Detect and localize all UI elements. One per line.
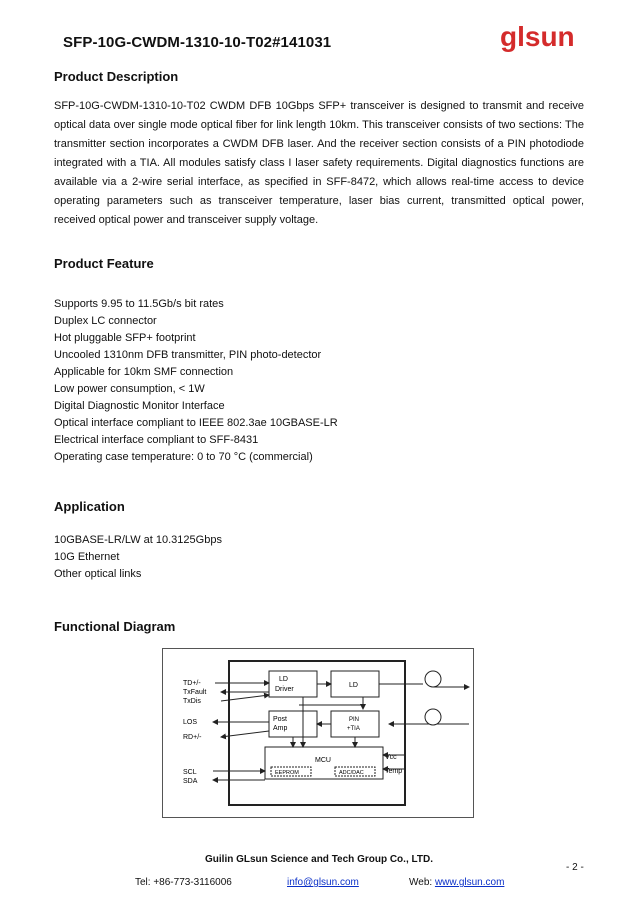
- list-item: Uncooled 1310nm DFB transmitter, PIN photo-detector: [54, 349, 322, 361]
- list-item: Supports 9.95 to 11.5Gb/s bit rates: [54, 298, 224, 310]
- pin-tia-block: [331, 711, 379, 737]
- list-item: Digital Diagnostic Monitor Interface: [54, 400, 225, 412]
- list-item: Other optical links: [54, 568, 142, 580]
- signal-rd: RD+/-: [183, 734, 202, 741]
- list-item: Operating case temperature: 0 to 70 °C (commercial): [54, 451, 313, 463]
- logo-text: glsun: [500, 22, 575, 52]
- post-amp-label-1: Post: [273, 716, 288, 723]
- adc-dac-label: ADC/DAC: [339, 770, 364, 776]
- list-item: Electrical interface compliant to SFF-8431: [54, 434, 259, 446]
- mcu-label: MCU: [315, 757, 331, 764]
- signal-sda: SDA: [183, 778, 198, 785]
- application-list: [54, 532, 222, 583]
- description-title: Product Description: [54, 69, 179, 84]
- list-item: Hot pluggable SFP+ footprint: [54, 332, 196, 344]
- post-amp-label-2: Amp: [273, 725, 288, 732]
- footer-web-link[interactable]: www.glsun.com: [434, 877, 505, 888]
- list-item: Low power consumption, < 1W: [54, 383, 205, 395]
- pin-tia-label-2: +TIA: [347, 726, 360, 732]
- ld-driver-label-1: LD: [279, 676, 288, 683]
- list-item: Applicable for 10km SMF connection: [54, 366, 234, 378]
- footer-web: [409, 877, 504, 888]
- tx-fiber-connector: [425, 671, 441, 687]
- footer-email-link[interactable]: info@glsun.com: [287, 877, 359, 888]
- signal-scl: SCL: [183, 769, 197, 776]
- ld-driver-label-2: Driver: [275, 686, 294, 693]
- list-item: Duplex LC connector: [54, 315, 157, 327]
- list-item: 10G Ethernet: [54, 551, 120, 563]
- functional-diagram: [162, 648, 474, 818]
- page-number: - 2 -: [566, 862, 584, 873]
- footer-tel: Tel: +86-773-3116006: [135, 877, 232, 888]
- pin-tia-label-1: PIN: [349, 717, 360, 723]
- signal-los: LOS: [183, 719, 198, 726]
- functional-diagram-svg: [163, 649, 473, 817]
- vcc-label: Vcc: [385, 754, 397, 761]
- ld-driver-block: [269, 671, 317, 697]
- ld-label: LD: [349, 682, 358, 689]
- signal-txdis: TxDis: [183, 698, 201, 705]
- eeprom-label: EEPROM: [275, 770, 299, 776]
- list-item: 10GBASE-LR/LW at 10.3125Gbps: [54, 534, 222, 546]
- signal-td: TD+/-: [183, 680, 201, 687]
- temp-label: Temp: [385, 768, 403, 775]
- footer-web-label: Web:: [409, 877, 435, 888]
- glsun-logo: [498, 22, 588, 52]
- footer-company: Guilin GLsun Science and Tech Group Co., LTD.: [205, 854, 433, 865]
- description-text: SFP-10G-CWDM-1310-10-T02 CWDM DFB 10Gbps SFP+ transceiver is designed to transmit and receive optical data over single mode optical fiber for link length 10km. This transceiver consists of two sections: The transmitter section incorporates a CWDM DFB laser. And the receiver section consists of a PIN photodiode integrated with a TIA. All modules satisfy class I laser safety requirements. Digital diagnostics functions are available via a 2-wire serial interface, as specified in SFF-8472, which allows real-time access to device operating parameters such as transceiver temperature, laser bias current, transmitted optical power, received optical power and transceiver supply voltage.: [54, 100, 584, 226]
- list-item: Optical interface compliant to IEEE 802.3ae 10GBASE-LR: [54, 417, 338, 429]
- features-title: Product Feature: [54, 256, 154, 271]
- diagram-title: Functional Diagram: [54, 619, 176, 634]
- document-title: SFP-10G-CWDM-1310-10-T02#141031: [63, 34, 332, 51]
- rx-fiber-connector: [425, 709, 441, 725]
- post-amp-block: [269, 711, 317, 737]
- signal-txfault: TxFault: [183, 689, 207, 696]
- features-list: [54, 296, 338, 466]
- application-title: Application: [54, 499, 125, 514]
